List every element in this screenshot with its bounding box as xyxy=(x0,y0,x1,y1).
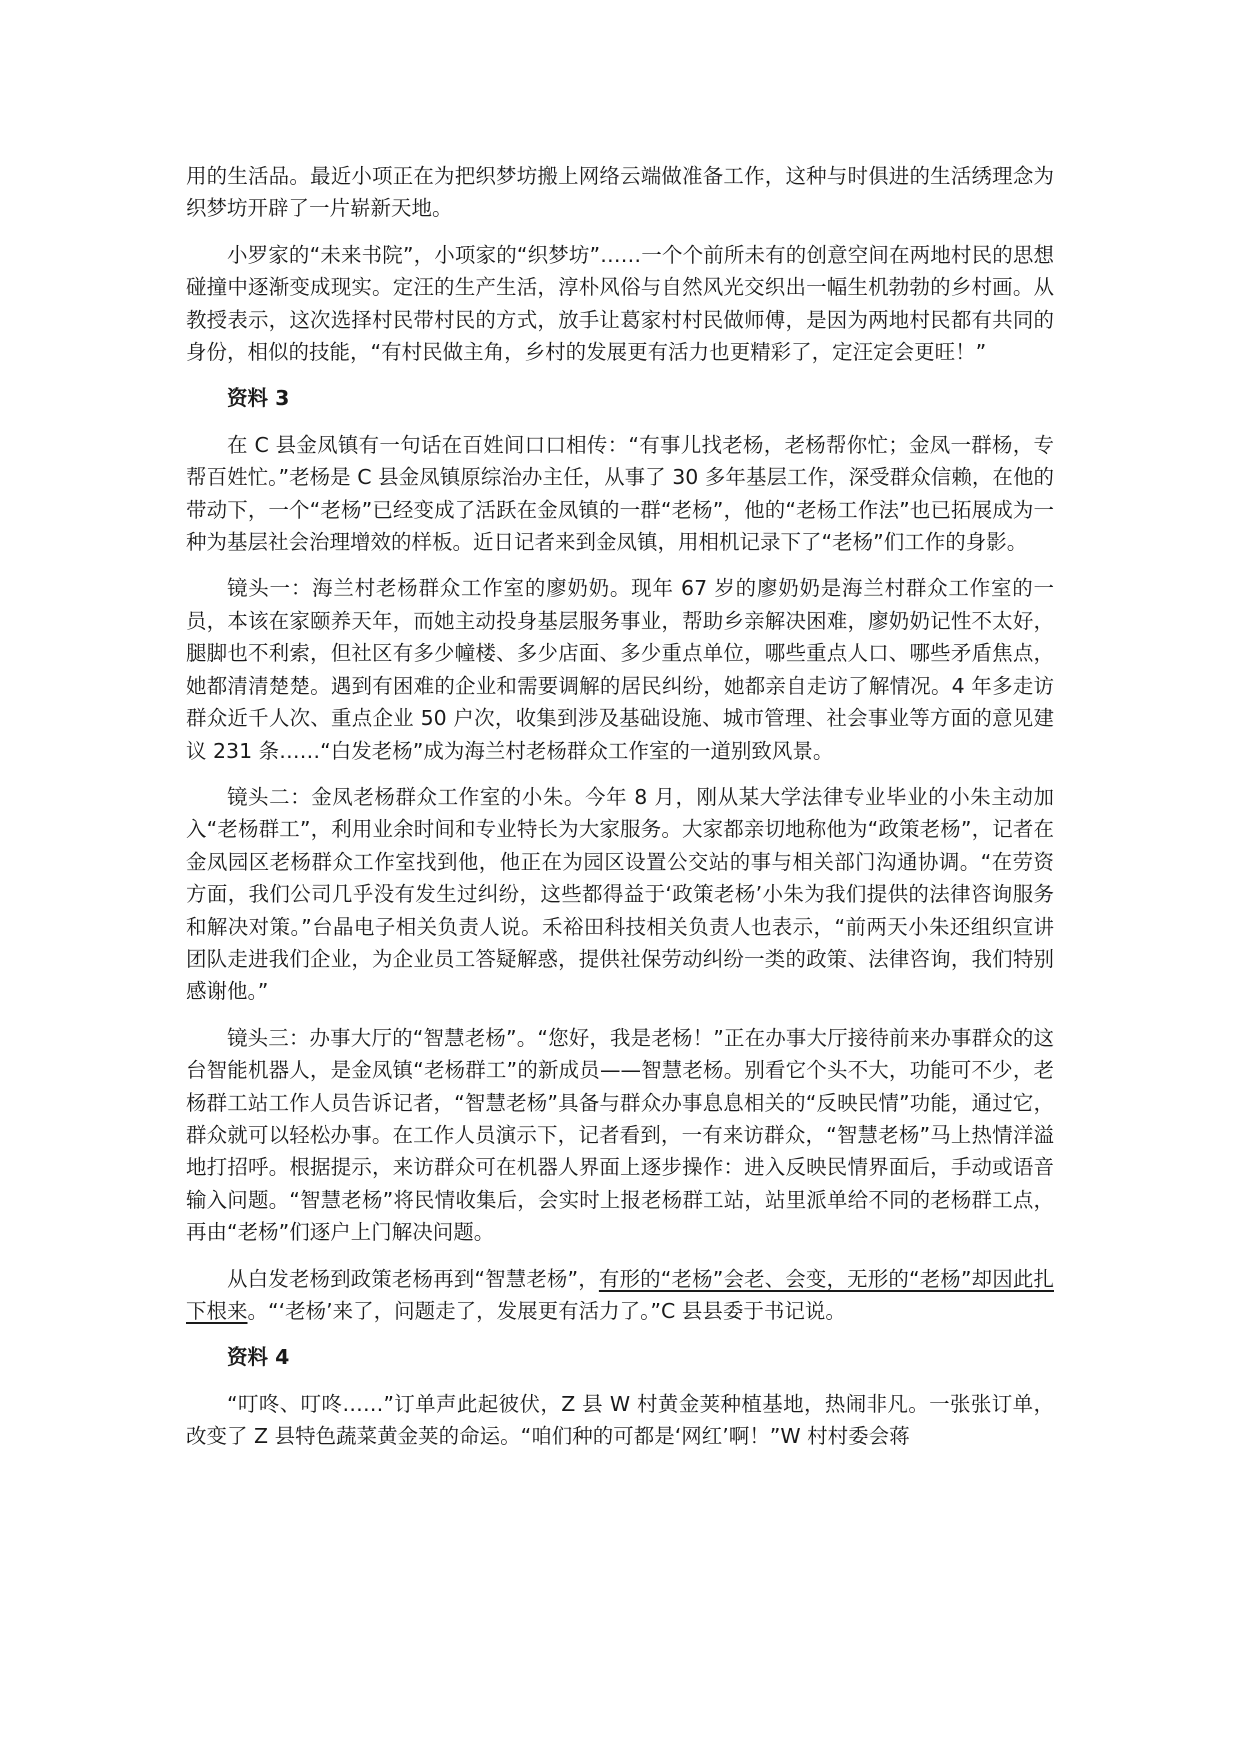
paragraph-continued: 用的生活品。最近小项正在为把织梦坊搬上网络云端做准备工作，这种与时俱进的生活绣理念为织梦坊开辟了一片崭新天地。 xyxy=(186,164,1054,221)
paragraph-scene-three: 镜头三：办事大厅的“智慧老杨”。“您好，我是老杨！”正在办事大厅接待前来办事群众的这台智能机器人，是金凤镇“老杨群工”的新成员——智慧老杨。别看它个头不大，功能可不少，老杨群工站工作人员告诉记者，“智慧老杨”具备与群众办事息息相关的“反映民情”功能，通过它，群众就可以轻松办事。在工作人员演示下，记者看到，一有来访群众，“智慧老杨”马上热情洋溢地打招呼。根据提示，来访群众可在机器人界面上逐步操作：进入反映民情界面后，手动或语音输入问题。“智慧老杨”将民情收集后，会实时上报老杨群工站，站里派单给不同的老杨群工点，再由“老杨”们逐户上门解决问题。 xyxy=(186,1025,1054,1245)
section-heading-material-4: 资料 4 xyxy=(227,1345,290,1370)
section-heading-material-3: 资料 3 xyxy=(227,386,290,411)
underlined-key-sentence: 有形的“老杨”会老、会变，无形的“老杨”却因此扎下根来 xyxy=(186,1266,1054,1323)
paragraph-conclusion xyxy=(186,1263,1054,1328)
paragraph-scene-one: 镜头一：海兰村老杨群众工作室的廖奶奶。现年 67 岁的廖奶奶是海兰村群众工作室的一员，本该在家颐养天年，而她主动投身基层服务事业，帮助乡亲解决困难，廖奶奶记性不太好，腿脚也不利索，但社区有多少幢楼、多少店面、多少重点单位，哪些重点人口、哪些矛盾焦点，她都清清楚楚。遇到有困难的企业和需要调解的居民纠纷，她都亲自走访了解情况。4 年多走访群众近千人次、重点企业 50 户次，收集到涉及基础设施、城市管理、社会事业等方面的意见建议 231 条……“白发老杨”成为海兰村老杨群众工作室的一道别致风景。 xyxy=(186,576,1054,763)
paragraph-scene-two: 镜头二：金凤老杨群众工作室的小朱。今年 8 月，刚从某大学法律专业毕业的小朱主动加入“老杨群工”，利用业余时间和专业特长为大家服务。大家都亲切地称他为“政策老杨”，记者在金凤园区老杨群众工作室找到他，他正在为园区设置公交站的事与相关部门沟通协调。“在劳资方面，我们公司几乎没有发生过纠纷，这些都得益于‘政策老杨’小朱为我们提供的法律咨询服务和解决对策。”台晶电子相关负责人说。禾裕田科技相关负责人也表示，“前两天小朱还组织宣讲团队走进我们企业，为企业员工答疑解惑，提供社保劳动纠纷一类的政策、法律咨询，我们特别感谢他。” xyxy=(186,784,1054,1004)
paragraph-laoyang-intro: 在 C 县金凤镇有一句话在百姓间口口相传：“有事儿找老杨，老杨帮你忙；金凤一群杨，专帮百姓忙。”老杨是 C 县金凤镇原综治办主任，从事了 30 多年基层工作，深受群众信赖，在他的带动下，一个“老杨”已经变成了活跃在金凤镇的一群“老杨”，他的“老杨工作法”也已拓展成为一种为基层社会治理增效的样板。近日记者来到金凤镇，用相机记录下了“老杨”们工作的身影。 xyxy=(186,432,1054,555)
conclusion-text-start: 从白发老杨到政策老杨再到“智慧老杨”， xyxy=(227,1266,599,1291)
paragraph-orders: “叮咚、叮咚……”订单声此起彼伏，Z 县 W 村黄金荚种植基地，热闹非凡。一张张订单，改变了 Z 县特色蔬菜黄金荚的命运。“咱们种的可都是‘网红’啊！”W 村村委会蒋 xyxy=(186,1391,1054,1449)
paragraph-future-academy: 小罗家的“未来书院”，小项家的“织梦坊”……一个个前所未有的创意空间在两地村民的思想碰撞中逐渐变成现实。定汪的生产生活，淳朴风俗与自然风光交织出一幅生机勃勃的乡村画。从教授表示，这次选择村民带村民的方式，放手让葛家村村民做师傅，是因为两地村民都有共同的身份，相似的技能，“有村民做主角，乡村的发展更有活力也更精彩了，定汪定会更旺！” xyxy=(186,242,1054,365)
conclusion-text-end: 。“‘老杨’来了，问题走了，发展更有活力了。”C 县县委于书记说。 xyxy=(247,1299,846,1323)
